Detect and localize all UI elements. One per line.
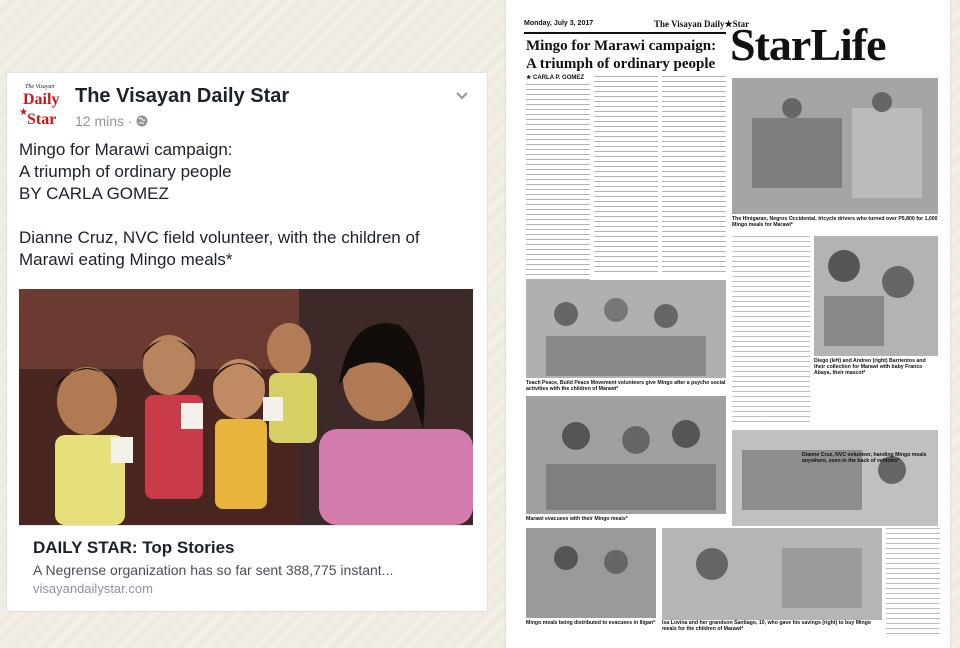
newspaper-date: Monday, July 3, 2017	[524, 20, 594, 27]
photo-illustration	[662, 528, 882, 620]
logo-line1: The Visayan	[25, 84, 55, 90]
post-text-line: Dianne Cruz, NVC field volunteer, with the children of	[19, 228, 420, 247]
post-text-line: A triumph of ordinary people	[19, 162, 232, 181]
article-column	[526, 84, 590, 280]
link-preview[interactable]	[19, 525, 473, 604]
caption: Teach Peace, Build Peace Movement volunteers give Mingo after a psycho social activities with the children of Marawi*	[526, 380, 726, 392]
post-text-line	[19, 205, 479, 227]
photo-illustration	[526, 396, 726, 514]
newspaper-headline-line1: Mingo for Marawi campaign:	[526, 38, 717, 54]
caption: Diego (left) and Andreo (right) Barrientos and their collection for Marawi with baby Franco Abaya, their mascot*	[814, 358, 926, 376]
post-text-line: Marawi eating Mingo meals*	[19, 250, 233, 269]
post-photo[interactable]	[19, 289, 473, 525]
newspaper-photo-vehicles	[732, 430, 938, 526]
article-column	[732, 236, 810, 426]
newspaper-photo-evacuees	[526, 396, 726, 514]
caption: Marawi evacuees with their Mingo meals*	[526, 516, 628, 522]
newspaper-headline-line2: A triumph of ordinary people	[526, 56, 716, 72]
section-title	[730, 18, 940, 72]
meta-separator: ·	[127, 113, 133, 129]
photo-illustration	[732, 78, 938, 214]
post-time[interactable]: 12 mins	[75, 113, 125, 129]
newspaper-photo-lovina	[662, 528, 882, 620]
photo-illustration	[526, 280, 726, 378]
post-text	[19, 139, 479, 271]
masthead-rule	[524, 32, 726, 34]
caption: Dianne Cruz, NVC volunteer, handing Mingo meals anywhere, even in the back of vehicles*	[802, 452, 927, 464]
photo-illustration	[814, 236, 938, 356]
newspaper-masthead: The Visayan Daily★Star	[654, 19, 750, 29]
article-column	[662, 76, 726, 272]
page-logo[interactable]	[19, 83, 65, 131]
globe-icon	[136, 115, 148, 127]
newspaper-byline: ★ CARLA P. GOMEZ	[526, 75, 585, 81]
logo-star-icon: ★	[19, 107, 28, 118]
newspaper-page	[506, 0, 950, 648]
link-title[interactable]: DAILY STAR: Top Stories	[33, 538, 235, 557]
photo-illustration	[526, 528, 656, 618]
post-text-line: BY CARLA GOMEZ	[19, 184, 169, 203]
newspaper-photo-iligan	[526, 528, 656, 618]
caption: Isa Lovina and her grandson Santiago, 10, who gave his savings (right) to buy Mingo meals for the children of Marawi*	[662, 620, 871, 632]
chevron-down-icon[interactable]	[455, 89, 469, 103]
newspaper-photo-barrientos	[814, 236, 938, 356]
link-url: visayandailystar.com	[33, 581, 153, 596]
link-description: A Negrense organization has so far sent 388,775 instant...	[33, 562, 394, 578]
article-column	[886, 528, 940, 638]
caption: The Hinigaran, Negros Occidental, tricycle drivers who turned over P5,800 for 1,000 Mingo meals for Marawi*	[732, 216, 938, 228]
logo-line3: Star	[27, 111, 57, 128]
children-photo-illustration	[19, 289, 473, 525]
photo-illustration	[732, 430, 938, 526]
newspaper-photo-teach-peace	[526, 280, 726, 378]
newspaper-photo-tricycle	[732, 78, 938, 214]
section-title-text: StarLife	[730, 19, 886, 70]
post-meta	[75, 113, 148, 129]
logo-line2: Daily	[23, 91, 60, 108]
article-column	[594, 76, 658, 272]
caption: Mingo meals being distributed to evacuees in Iligan*	[526, 620, 656, 626]
post-text-line: Mingo for Marawi campaign:	[19, 140, 233, 159]
facebook-post-card	[6, 72, 488, 612]
page-name-link[interactable]: The Visayan Daily Star	[75, 85, 290, 107]
post-header	[19, 83, 475, 133]
